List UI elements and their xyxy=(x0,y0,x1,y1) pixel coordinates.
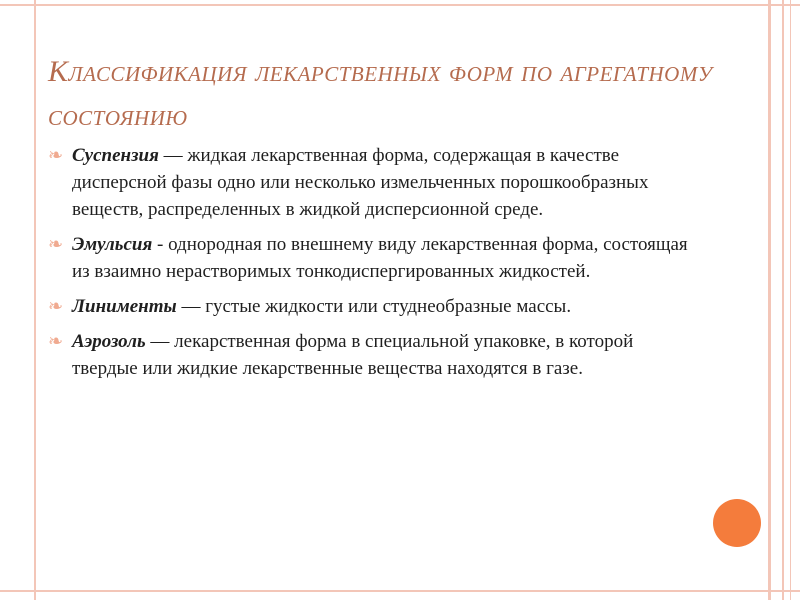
term-definition: - однородная по внешнему виду лекарственная форма, состоящая из взаимно нерастворимых тонкодиспергированных жидкостей. xyxy=(72,234,688,282)
list-item-emulsion xyxy=(48,231,688,285)
term-label: Аэрозоль xyxy=(72,331,146,352)
decorative-orange-circle xyxy=(713,499,761,547)
bullet-icon: ❧ xyxy=(48,145,64,166)
term-definition: — густые жидкости или студнеобразные массы. xyxy=(176,296,572,317)
term-label: Линименты xyxy=(72,296,177,317)
bullet-icon: ❧ xyxy=(48,234,64,255)
frame-line-top xyxy=(0,4,800,6)
bullet-icon: ❧ xyxy=(48,296,64,317)
frame-line-right-1 xyxy=(768,0,771,600)
bullet-icon: ❧ xyxy=(48,331,64,352)
bullet-list xyxy=(48,142,688,390)
slide-title: Классификация лекарственных форм по агрегатному состоянию xyxy=(48,55,713,132)
term-definition: — жидкая лекарственная форма, содержащая в качестве дисперсной фазы одно или несколько измельченных порошкообразных веществ, распределенных в жидкой дисперсионной среде. xyxy=(72,145,649,220)
frame-line-right-2 xyxy=(782,0,784,600)
frame-line-bottom xyxy=(0,590,800,592)
term-label: Эмульсия xyxy=(72,234,153,255)
term-definition: — лекарственная форма в специальной упаковке, в которой твердые или жидкие лекарственные вещества находятся в газе. xyxy=(72,331,634,379)
list-item-liniments xyxy=(48,293,688,320)
list-item-suspension xyxy=(48,142,688,223)
list-item-aerosol xyxy=(48,328,688,382)
frame-line-left xyxy=(34,0,36,600)
term-label: Суспензия xyxy=(72,145,159,166)
frame-line-right-3 xyxy=(790,0,791,600)
